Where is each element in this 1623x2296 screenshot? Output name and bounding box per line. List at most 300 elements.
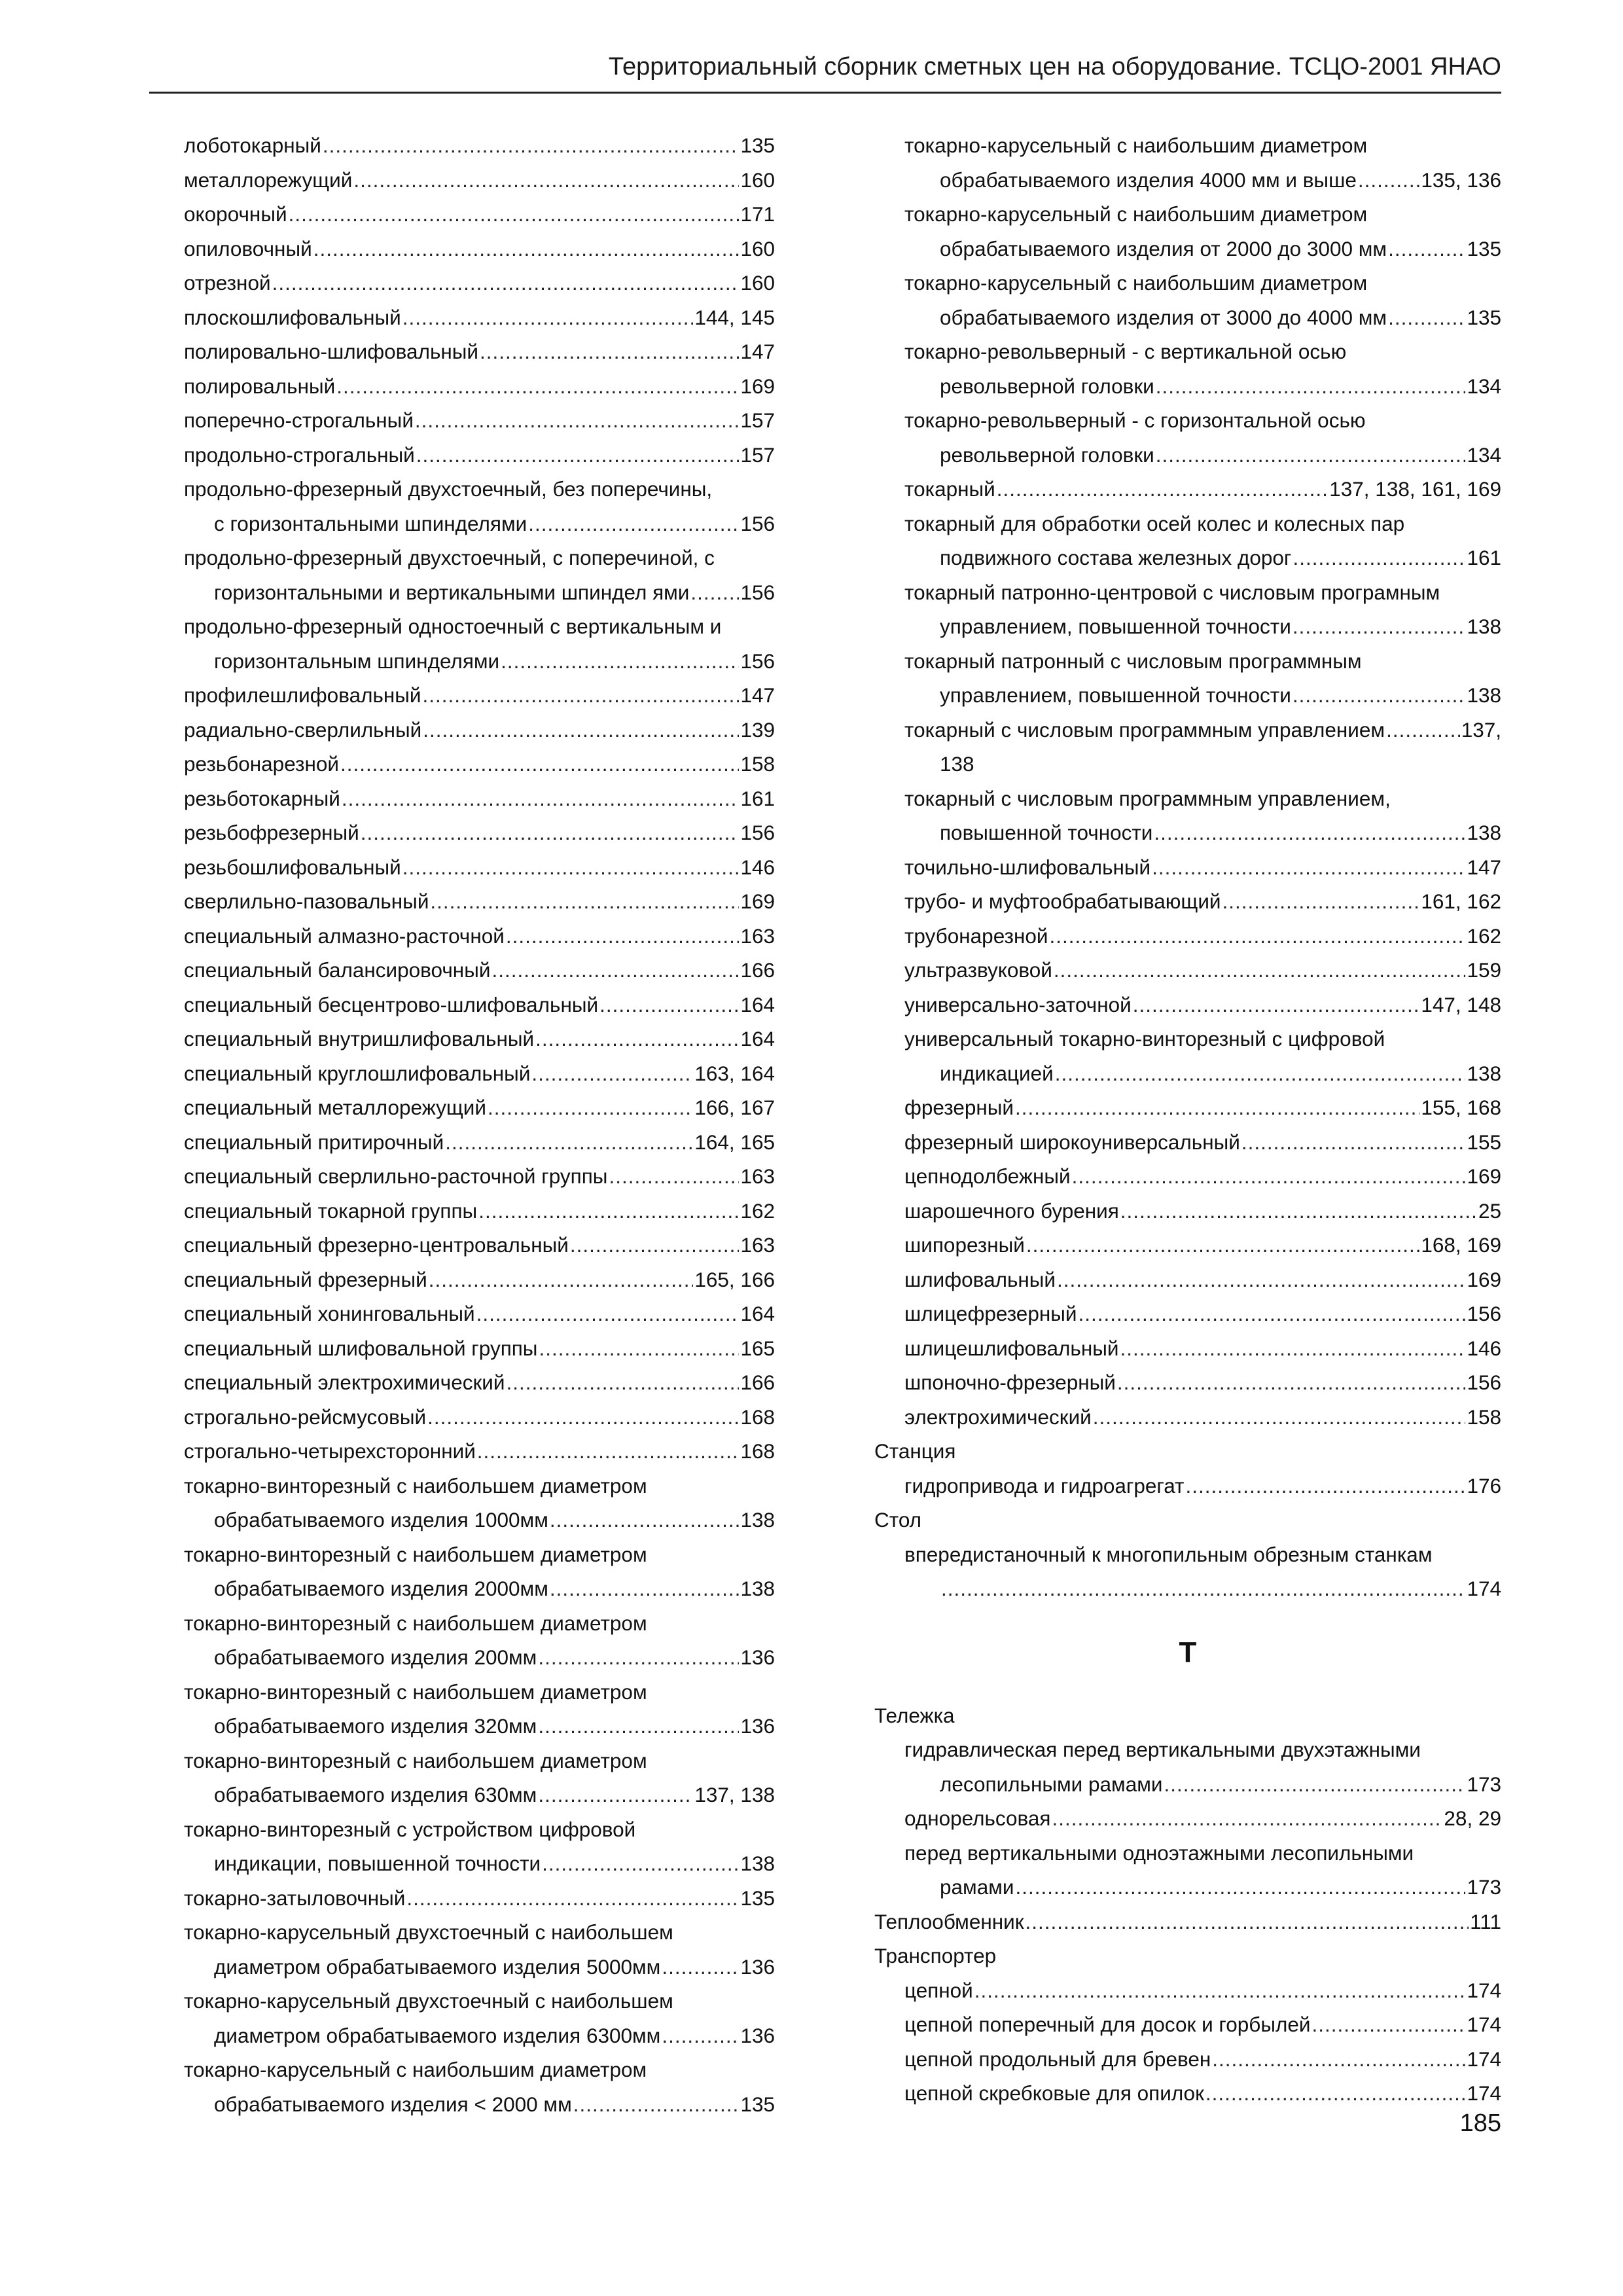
entry-page-ref: 173 — [1467, 1875, 1501, 1899]
entry-term: обрабатываемого изделия 630мм — [214, 1783, 537, 1806]
dot-leader — [1015, 1090, 1419, 1125]
index-entry — [184, 850, 775, 885]
entry-term: горизонтальным шпинделями — [214, 649, 500, 673]
index-entry-text — [874, 1939, 1501, 1973]
section-spacer — [874, 1687, 1501, 1698]
entry-term: резьбофрезерный — [184, 821, 359, 844]
entry-page-ref: 138 — [1467, 1061, 1501, 1085]
index-entry-text — [874, 128, 1501, 163]
index-entry-text — [184, 2053, 775, 2087]
entry-page-ref: 161, 162 — [1421, 889, 1501, 913]
entry-page-ref: 171 — [740, 202, 775, 226]
entry-page-ref: 156 — [1467, 1302, 1501, 1325]
index-entry — [874, 884, 1501, 919]
entry-term: токарно-карусельный с наибольшим диаметром — [184, 2058, 647, 2081]
entry-term: шпоночно-фрезерный — [904, 1371, 1116, 1394]
index-column-right — [874, 128, 1501, 2111]
index-entry — [874, 1400, 1501, 1435]
index-entry — [874, 541, 1501, 575]
dot-leader — [476, 1297, 740, 1331]
entry-term: цепной — [904, 1978, 973, 2002]
dot-leader — [550, 1503, 740, 1537]
index-entry — [184, 575, 775, 610]
index-entry — [184, 1125, 775, 1160]
dot-leader — [429, 1263, 694, 1297]
index-column-left — [184, 128, 775, 2121]
index-entry — [874, 1297, 1501, 1331]
index-entry — [184, 1022, 775, 1056]
entry-term: полировальный — [184, 374, 336, 398]
index-entry-text — [184, 1675, 775, 1710]
dot-leader — [402, 300, 694, 335]
index-entry — [184, 953, 775, 988]
entry-term: шлицефрезерный — [904, 1302, 1077, 1325]
dot-leader — [1205, 2076, 1466, 2111]
entry-term: обрабатываемого изделия 1000мм — [214, 1508, 548, 1532]
entry-term: специальный внутришлифовальный — [184, 1027, 535, 1050]
dot-leader — [1311, 2007, 1465, 2042]
index-entry-text — [874, 197, 1501, 232]
entry-page-ref: 137, 138, 161, 169 — [1329, 477, 1501, 501]
entry-page-ref: 155, 168 — [1421, 1096, 1501, 1119]
entry-term: токарно-винторезный с наибольшем диаметром — [184, 1611, 647, 1635]
index-entry-text — [184, 1744, 775, 1778]
entry-page-ref: 163 — [740, 1233, 775, 1257]
entry-term: гидропривода и гидроагрегат — [904, 1473, 1185, 1498]
entry-page-ref: 139 — [740, 717, 775, 742]
index-entry-text — [184, 1984, 775, 2018]
index-entry-text — [874, 644, 1501, 679]
index-entry — [184, 1503, 775, 1537]
entry-term: токарно-карусельный с наибольшим диаметром — [904, 271, 1368, 295]
dot-leader — [535, 1022, 739, 1056]
entry-page-ref: 138 — [740, 1852, 775, 1875]
dot-leader — [538, 1640, 739, 1675]
index-entry-text — [874, 1836, 1501, 1871]
index-entry — [184, 197, 775, 232]
dot-leader — [1293, 609, 1466, 644]
dot-leader — [488, 1090, 693, 1125]
entry-page-ref: 138 — [740, 1508, 775, 1532]
entry-term: 138 — [940, 752, 974, 776]
entry-term: токарно-винторезный с наибольшем диаметром — [184, 1542, 647, 1566]
entry-page-ref: 156 — [740, 649, 775, 673]
entry-term: Станция — [874, 1439, 956, 1463]
entry-page-ref: 134 — [1467, 442, 1501, 467]
dot-leader — [528, 507, 739, 541]
entry-term: ультразвуковой — [904, 958, 1052, 982]
entry-page-ref: 174 — [1467, 1577, 1501, 1600]
entry-page-ref: 162 — [740, 1198, 775, 1223]
index-entry — [184, 2018, 775, 2053]
dot-leader — [1212, 2042, 1465, 2077]
dot-leader — [289, 197, 740, 232]
entry-term: управлением, повышенной точности — [940, 615, 1291, 638]
dot-leader — [573, 2087, 740, 2122]
index-entry-text — [874, 1732, 1501, 1767]
entry-term: впередистаночный к многопильным обрезным станкам — [904, 1542, 1433, 1566]
entry-page-ref: 174 — [1467, 2013, 1501, 2036]
dot-leader — [1026, 1905, 1469, 1939]
index-entry — [874, 438, 1501, 473]
entry-page-ref: 138 — [740, 1577, 775, 1600]
index-entry-text — [874, 1537, 1501, 1572]
index-entry — [184, 644, 775, 679]
entry-term: профилешлифовальный — [184, 683, 421, 707]
index-entry-text — [874, 1434, 1501, 1469]
entry-page-ref: 146 — [740, 855, 775, 879]
entry-term: лоботокарный — [184, 134, 321, 157]
entry-page-ref: 174 — [1467, 1978, 1501, 2002]
entry-term: горизонтальными и вертикальными шпиндел ями — [214, 580, 690, 604]
dot-leader — [1222, 884, 1420, 919]
index-entry — [184, 1778, 775, 1812]
index-entry — [874, 1973, 1501, 2008]
index-entry — [184, 507, 775, 541]
entry-page-ref: 137, — [1461, 717, 1501, 742]
index-entry — [874, 953, 1501, 988]
entry-term: опиловочный — [184, 236, 312, 260]
entry-term: обрабатываемого изделия 320мм — [214, 1714, 537, 1738]
index-entry — [184, 1709, 775, 1744]
entry-page-ref: 161 — [1467, 546, 1501, 569]
entry-page-ref: 166 — [740, 1371, 775, 1394]
entry-term: цепнодолбежный — [904, 1164, 1071, 1188]
index-entry — [184, 816, 775, 850]
entry-term: резьбошлифовальный — [184, 855, 401, 879]
entry-term: продольно-фрезерный одностоечный с вертикальным и — [184, 615, 722, 638]
index-entry-text — [184, 1537, 775, 1572]
entry-term: специальный бесцентрово-шлифовальный — [184, 992, 599, 1016]
index-entry-text — [184, 1606, 775, 1641]
entry-term: токарно-карусельный двухстоечный с наибольшем — [184, 1920, 673, 1944]
index-entry — [874, 1056, 1501, 1091]
index-entry — [874, 1870, 1501, 1905]
entry-term: лесопильными рамами — [940, 1772, 1163, 1796]
entry-term: Тележка — [874, 1703, 955, 1727]
entry-term: шарошечного бурения — [904, 1198, 1119, 1223]
index-entry — [874, 1905, 1501, 1939]
entry-page-ref: 164, 165 — [694, 1130, 775, 1154]
entry-page-ref: 147 — [740, 683, 775, 707]
entry-page-ref: 138 — [1467, 615, 1501, 638]
dot-leader — [1154, 816, 1465, 850]
index-entry — [184, 232, 775, 266]
index-entry — [184, 1846, 775, 1881]
index-entry — [184, 403, 775, 438]
entry-term: продольно-фрезерный двухстоечный, без поперечины, — [184, 477, 713, 501]
entry-page-ref: 174 — [1467, 2047, 1501, 2071]
index-entry — [874, 232, 1501, 266]
entry-page-ref: 158 — [740, 752, 775, 776]
dot-leader — [599, 988, 739, 1022]
entry-term: токарно-карусельный с наибольшим диаметром — [904, 202, 1368, 226]
index-entry — [184, 2087, 775, 2122]
entry-term: специальный шлифовальной группы — [184, 1336, 538, 1360]
dot-leader — [690, 575, 739, 610]
entry-term: поперечно-строгальный — [184, 408, 414, 432]
entry-page-ref: 138 — [1467, 683, 1501, 707]
index-entry-text — [874, 747, 1501, 781]
entry-term: токарно-револьверный - с вертикальной осью — [904, 340, 1347, 363]
entry-term: полировально-шлифовальный — [184, 340, 478, 363]
index-entry — [184, 781, 775, 816]
entry-page-ref: 165, 166 — [694, 1267, 775, 1291]
entry-page-ref: 169 — [1467, 1267, 1501, 1291]
entry-page-ref: 169 — [740, 889, 775, 913]
index-entry — [874, 2042, 1501, 2077]
dot-leader — [1386, 713, 1460, 747]
index-entry-text — [874, 403, 1501, 438]
index-entry — [874, 1263, 1501, 1297]
dot-leader — [1015, 1870, 1465, 1905]
dot-leader — [416, 438, 740, 473]
entry-term: строгально-рейсмусовый — [184, 1405, 427, 1429]
entry-term: обрабатываемого изделия от 3000 до 4000 мм — [940, 305, 1387, 329]
dot-leader — [531, 1056, 693, 1091]
entry-page-ref: 135 — [740, 2092, 775, 2116]
entry-term: токарно-карусельный двухстоечный с наибольшем — [184, 1989, 673, 2013]
index-entry — [874, 163, 1501, 198]
entry-term: управлением, повышенной точности — [940, 683, 1291, 707]
index-entry — [184, 678, 775, 713]
index-entry-text — [874, 266, 1501, 300]
entry-term: токарный для обработки осей колес и колесных пар — [904, 511, 1405, 535]
dot-leader — [1049, 919, 1465, 954]
entry-page-ref: 147, 148 — [1421, 992, 1501, 1016]
entry-term: электрохимический — [904, 1405, 1092, 1429]
dot-leader — [1358, 163, 1420, 198]
entry-page-ref: 156 — [740, 580, 775, 604]
dot-leader — [542, 1846, 739, 1881]
index-entry — [874, 2076, 1501, 2111]
entry-term: строгально-четырехсторонний — [184, 1439, 476, 1463]
index-entry-text — [874, 1503, 1501, 1537]
index-entry — [874, 1469, 1501, 1503]
index-entry — [184, 1228, 775, 1263]
dot-leader — [1133, 988, 1420, 1022]
index-entry — [184, 266, 775, 300]
index-entry — [874, 472, 1501, 507]
dot-leader — [336, 369, 739, 404]
dot-leader — [402, 850, 740, 885]
entry-term: плоскошлифовальный — [184, 305, 401, 329]
index-entry — [874, 816, 1501, 850]
index-entry — [874, 1159, 1501, 1194]
dot-leader — [941, 1571, 1465, 1606]
dot-leader — [570, 1228, 740, 1263]
index-entry — [874, 2007, 1501, 2042]
entry-term: токарно-винторезный с устройством цифровой — [184, 1817, 636, 1841]
dot-leader — [1078, 1297, 1465, 1331]
entry-term: токарно-винторезный с наибольшем диаметром — [184, 1679, 647, 1704]
entry-term: револьверной головки — [940, 374, 1154, 398]
index-entry — [184, 1297, 775, 1331]
dot-leader — [491, 953, 739, 988]
dot-leader — [1054, 953, 1466, 988]
dot-leader — [974, 1973, 1466, 2008]
entry-page-ref: 144, 145 — [694, 305, 775, 329]
dot-leader — [1057, 1263, 1465, 1297]
entry-page-ref: 160 — [740, 271, 775, 295]
entry-page-ref: 156 — [740, 821, 775, 844]
entry-page-ref: 161 — [740, 786, 775, 810]
entry-page-ref: 28, 29 — [1444, 1806, 1501, 1830]
dot-leader — [550, 1571, 740, 1606]
entry-term: универсальный токарно-винторезный с цифровой — [904, 1027, 1385, 1050]
entry-term: Теплообменник — [874, 1909, 1024, 1933]
entry-page-ref: 137, 138 — [694, 1783, 775, 1806]
entry-term: обрабатываемого изделия от 2000 до 3000 мм — [940, 236, 1387, 260]
section-spacer — [874, 1606, 1501, 1618]
entry-page-ref: 164 — [740, 992, 775, 1016]
dot-leader — [361, 816, 740, 850]
entry-page-ref: 157 — [740, 442, 775, 467]
entry-page-ref: 168, 169 — [1421, 1233, 1501, 1257]
dot-leader — [539, 1331, 739, 1366]
entry-term: специальный круглошлифовальный — [184, 1061, 531, 1085]
dot-leader — [1293, 678, 1466, 713]
entry-page-ref: 160 — [740, 236, 775, 260]
index-entry — [184, 1400, 775, 1435]
index-entry-text — [874, 575, 1501, 610]
index-entry-text — [874, 507, 1501, 541]
entry-term: металлорежущий — [184, 168, 353, 192]
entry-term: радиально-сверлильный — [184, 717, 422, 742]
index-entry — [874, 1767, 1501, 1802]
index-entry — [874, 678, 1501, 713]
index-entry — [184, 747, 775, 781]
entry-term: токарный — [904, 477, 995, 501]
entry-page-ref: 168 — [740, 1405, 775, 1429]
dot-leader — [1093, 1400, 1466, 1435]
dot-leader — [1055, 1056, 1466, 1091]
entry-page-ref: 166 — [740, 958, 775, 982]
index-entry — [184, 1263, 775, 1297]
entry-term: токарно-винторезный с наибольшем диаметром — [184, 1473, 647, 1498]
dot-leader — [423, 713, 739, 747]
dot-leader — [1072, 1159, 1466, 1194]
entry-term: специальный балансировочный — [184, 958, 491, 982]
entry-term: обрабатываемого изделия 200мм — [214, 1645, 537, 1669]
entry-page-ref: 163 — [740, 1164, 775, 1188]
dot-leader — [1388, 300, 1465, 335]
index-entry — [184, 1056, 775, 1091]
dot-leader — [1185, 1469, 1465, 1503]
entry-term: с горизонтальными шпинделями — [214, 511, 527, 535]
index-entry-text — [184, 472, 775, 507]
index-entry — [184, 163, 775, 198]
page-header — [149, 47, 1501, 94]
entry-term: специальный фрезерно-центровальный — [184, 1233, 569, 1257]
dot-leader — [1120, 1194, 1477, 1229]
index-entry — [874, 1365, 1501, 1400]
index-entry — [184, 1194, 775, 1229]
entry-page-ref: 159 — [1467, 958, 1501, 982]
dot-leader — [480, 334, 739, 369]
entry-term: токарно-затыловочный — [184, 1886, 406, 1910]
entry-term: токарный патронный с числовым программным — [904, 649, 1362, 673]
entry-page-ref: 136 — [740, 1714, 775, 1738]
dot-leader — [445, 1125, 693, 1160]
entry-page-ref: 155 — [1467, 1130, 1501, 1154]
index-entry — [184, 884, 775, 919]
entry-term: гидравлическая перед вертикальными двухэтажными — [904, 1738, 1421, 1761]
entry-term: шлифовальный — [904, 1267, 1056, 1291]
dot-leader — [323, 128, 740, 163]
entry-term: специальный электрохимический — [184, 1371, 505, 1394]
entry-term: индикации, повышенной точности — [214, 1852, 541, 1875]
dot-leader — [415, 403, 740, 438]
dot-leader — [662, 1950, 739, 1984]
dot-leader — [1388, 232, 1465, 266]
entry-page-ref: 164 — [740, 1302, 775, 1325]
entry-page-ref: 136 — [740, 1954, 775, 1979]
dot-leader — [506, 919, 740, 954]
entry-page-ref: 135 — [740, 1886, 775, 1910]
entry-term: универсально-заточной — [904, 992, 1132, 1016]
entry-term: окорочный — [184, 202, 287, 226]
index-entry — [184, 713, 775, 747]
dot-leader — [662, 2018, 739, 2053]
entry-page-ref: 160 — [740, 168, 775, 192]
dot-leader — [478, 1194, 739, 1229]
entry-term: резьбонарезной — [184, 752, 339, 776]
dot-leader — [1156, 369, 1466, 404]
entry-page-ref: 166, 167 — [694, 1096, 775, 1119]
entry-term: специальный алмазно-расточной — [184, 924, 505, 948]
dot-leader — [501, 644, 739, 679]
index-entry-text — [874, 1022, 1501, 1056]
entry-page-ref: 168 — [740, 1439, 775, 1463]
entry-term: обрабатываемого изделия 4000 мм и выше — [940, 168, 1357, 192]
entry-page-ref: 165 — [740, 1336, 775, 1360]
index-entry — [184, 1571, 775, 1606]
entry-page-ref: 169 — [1467, 1164, 1501, 1188]
entry-term: токарный с числовым программным управлением — [904, 717, 1385, 742]
entry-page-ref: 164 — [740, 1027, 775, 1050]
entry-term: токарно-револьверный - с горизонтальной осью — [904, 408, 1366, 432]
page-number: 185 — [1459, 2109, 1501, 2137]
dot-leader — [538, 1709, 739, 1744]
entry-page-ref: 135, 136 — [1421, 168, 1501, 192]
entry-term: рамами — [940, 1875, 1014, 1899]
dot-leader — [997, 472, 1329, 507]
index-entry — [184, 438, 775, 473]
dot-leader — [406, 1881, 739, 1916]
header-title: Территориальный сборник сметных цен на оборудование. ТСЦО-2001 ЯНАО — [608, 53, 1501, 81]
entry-term: перед вертикальными одноэтажными лесопильными — [904, 1840, 1414, 1865]
index-entry — [874, 1571, 1501, 1606]
entry-term: сверлильно-пазовальный — [184, 889, 429, 913]
entry-term: цепной скребковые для опилок — [904, 2081, 1204, 2105]
dot-leader — [313, 232, 740, 266]
index-entry-text — [184, 1812, 775, 1847]
entry-term: специальный притирочный — [184, 1130, 444, 1154]
entry-term: шлицешлифовальный — [904, 1336, 1119, 1360]
entry-page-ref: 156 — [1467, 1371, 1501, 1394]
entry-page-ref: 134 — [1467, 374, 1501, 398]
entry-page-ref: 157 — [740, 408, 775, 432]
index-entry — [874, 919, 1501, 954]
entry-page-ref: 158 — [1467, 1405, 1501, 1429]
dot-leader — [477, 1434, 740, 1469]
index-entry — [874, 1125, 1501, 1160]
entry-term: револьверной головки — [940, 442, 1154, 467]
entry-term: Стол — [874, 1508, 922, 1532]
dot-leader — [1293, 541, 1465, 575]
dot-leader — [353, 163, 739, 198]
